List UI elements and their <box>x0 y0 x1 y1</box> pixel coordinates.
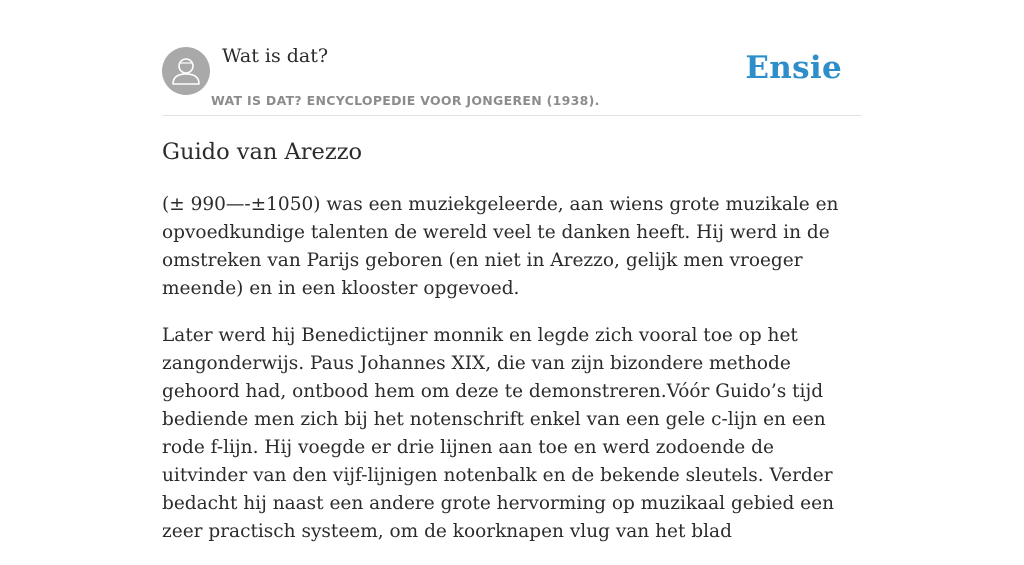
source-title[interactable]: Wat is dat? <box>222 45 329 67</box>
source-header <box>162 0 862 116</box>
source-subtitle[interactable]: WAT IS DAT? ENCYCLOPEDIE VOOR JONGEREN (1938). <box>211 93 600 108</box>
article-body <box>162 191 862 565</box>
source-avatar[interactable] <box>162 47 210 95</box>
article-paragraph: (± 990—-±1050) was een muziekgeleerde, aan wiens grote muzikale en opvoedkundige talenten de wereld veel te danken heeft. Hij werd in de omstreken van Parijs geboren (en niet in Arezzo, gelijk men vroeger meende) en in een klooster opgevoed. <box>162 194 839 299</box>
user-icon <box>162 47 210 95</box>
article-paragraph: Later werd hij Benedictijner monnik en legde zich vooral toe op het zangonderwijs. Paus Johannes XIX, die van zijn bizondere methode gehoord had, ontbood hem om deze te demonstreren.Vóór Guido’s tijd bediende men zich bij het notenschrift enkel van een gele c-lijn en een rode f-lijn. Hij voegde er drie lijnen aan toe en werd zodoende de uitvinder van den vijf-lijnigen notenbalk en de bekende sleutels. Verder bedacht hij naast een andere grote hervorming op muzikaal gebied een zeer practisch systeem, om de koorknapen vlug van het blad <box>162 325 834 542</box>
ensie-logo[interactable]: Ensie <box>745 50 842 86</box>
article-title: Guido van Arezzo <box>162 139 363 165</box>
